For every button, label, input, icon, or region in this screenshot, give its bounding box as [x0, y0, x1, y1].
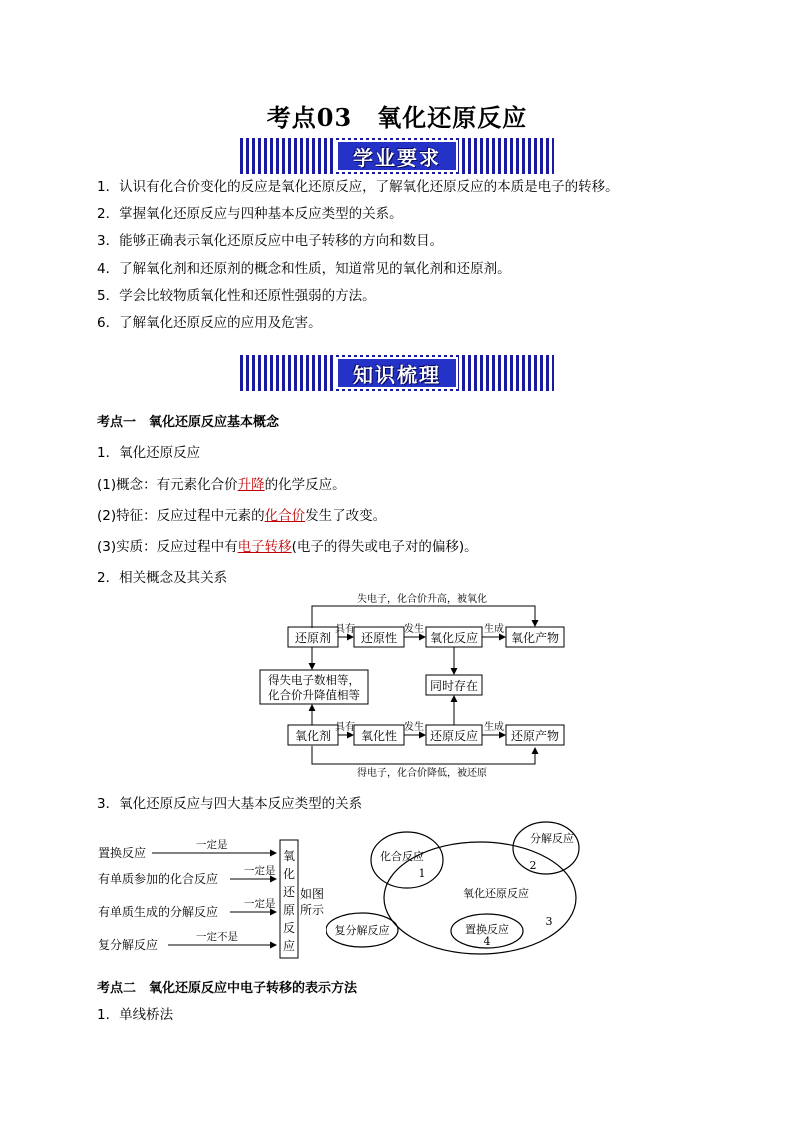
displacement-label: 置换反应 [465, 923, 509, 936]
definition-suffix: 的化学反应。 [264, 477, 346, 493]
requirement-item: 1．认识有化合价变化的反应是氧化还原反应，了解氧化还原反应的本质是电子的转移。 [97, 179, 619, 195]
target-char: 氧 [282, 849, 296, 863]
region-number: 4 [483, 935, 491, 948]
subheading: 3．氧化还原反应与四大基本反应类型的关系 [97, 796, 363, 812]
essence-suffix: (电子的得失或电子对的偏移)。 [291, 539, 478, 555]
reaction-type-diagram [96, 830, 336, 962]
feature-line [97, 504, 386, 524]
link-label: 发生 [404, 624, 424, 635]
relation-label: 一定不是 [196, 931, 238, 943]
section-heading: 考点一 氧化还原反应基本概念 [97, 415, 280, 430]
combination-label: 化合反应 [380, 850, 424, 863]
essence-prefix: (3)实质：反应过程中有 [97, 539, 238, 555]
reducibility-box: 还原性 [360, 631, 398, 645]
venn-diagram [326, 820, 596, 962]
definition-keyword: 升降 [237, 477, 265, 493]
essence-line [97, 535, 478, 555]
relation-label: 一定是 [244, 865, 276, 877]
target-char: 反 [282, 921, 296, 935]
knowledge-banner-label: 知识梳理 [336, 357, 458, 389]
decomposition-label: 分解反应 [530, 832, 574, 845]
equal-box-line: 化合价升降值相等 [268, 688, 360, 702]
reduction-reaction-box: 还原反应 [429, 729, 479, 743]
feature-keyword: 化合价 [264, 508, 306, 524]
requirement-item: 4．了解氧化剂和还原剂的概念和性质，知道常见的氧化剂和还原剂。 [97, 261, 511, 277]
target-char: 还 [282, 885, 296, 899]
oxidation-product-box: 氧化产物 [510, 631, 560, 645]
relation-label: 一定是 [196, 839, 228, 851]
bottom-arrow-label: 得电子，化合价降低，被还原 [357, 768, 487, 779]
link-label: 生成 [484, 722, 504, 733]
relation-label: 一定是 [244, 898, 276, 910]
requirements-banner-label: 学业要求 [336, 140, 458, 172]
requirement-item: 2．掌握氧化还原反应与四种基本反应类型的关系。 [97, 206, 403, 222]
target-char: 原 [282, 903, 296, 917]
reaction-type: 复分解反应 [98, 938, 159, 952]
oxidizing-agent-box: 氧化剂 [294, 729, 332, 743]
link-label: 具有 [335, 624, 355, 635]
feature-suffix: 发生了改变。 [305, 508, 387, 524]
oxidizability-box: 氧化性 [360, 729, 398, 743]
reaction-type: 有单质生成的分解反应 [98, 905, 219, 919]
as-shown-label: 如图 [300, 887, 325, 901]
coexist-box: 同时存在 [429, 679, 479, 693]
requirement-item: 3．能够正确表示氧化还原反应中电子转移的方向和数目。 [97, 233, 444, 249]
link-label: 发生 [404, 722, 424, 733]
link-label: 生成 [484, 624, 504, 635]
subheading: 1．氧化还原反应 [97, 445, 201, 461]
double-decomposition-label: 复分解反应 [334, 924, 390, 937]
page-title: 考点03 氧化还原反应 [266, 103, 528, 132]
reaction-type: 有单质参加的化合反应 [98, 872, 219, 886]
subheading: 2．相关概念及其关系 [97, 570, 228, 586]
redox-label: 氧化还原反应 [463, 887, 529, 900]
requirement-item: 6．了解氧化还原反应的应用及危害。 [97, 315, 322, 331]
section-heading: 考点二 氧化还原反应中电子转移的表示方法 [97, 981, 358, 996]
top-arrow-label: 失电子，化合价升高，被氧化 [357, 594, 487, 605]
as-shown-label: 所示 [300, 903, 325, 917]
link-label: 具有 [335, 722, 355, 733]
requirement-item: 5．学会比较物质氧化性和还原性强弱的方法。 [97, 288, 376, 304]
requirements-banner [240, 138, 554, 174]
region-number: 1 [418, 867, 426, 880]
knowledge-banner [240, 355, 554, 391]
region-number: 2 [529, 859, 537, 872]
target-char: 应 [282, 939, 296, 953]
definition-prefix: (1)概念：有元素化合价 [97, 477, 238, 493]
equal-box-line: 得失电子数相等， [268, 673, 360, 687]
reaction-type: 置换反应 [98, 846, 147, 860]
definition-line [97, 473, 346, 493]
region-number: 3 [545, 915, 553, 928]
target-char: 化 [282, 867, 296, 881]
oxidation-reaction-box: 氧化反应 [429, 631, 479, 645]
concept-relation-diagram [250, 588, 580, 780]
feature-prefix: (2)特征：反应过程中元素的 [97, 508, 265, 524]
essence-keyword: 电子转移 [237, 539, 292, 555]
reducing-agent-box: 还原剂 [294, 631, 332, 645]
subheading: 1．单线桥法 [97, 1007, 174, 1023]
reduction-product-box: 还原产物 [510, 729, 560, 743]
